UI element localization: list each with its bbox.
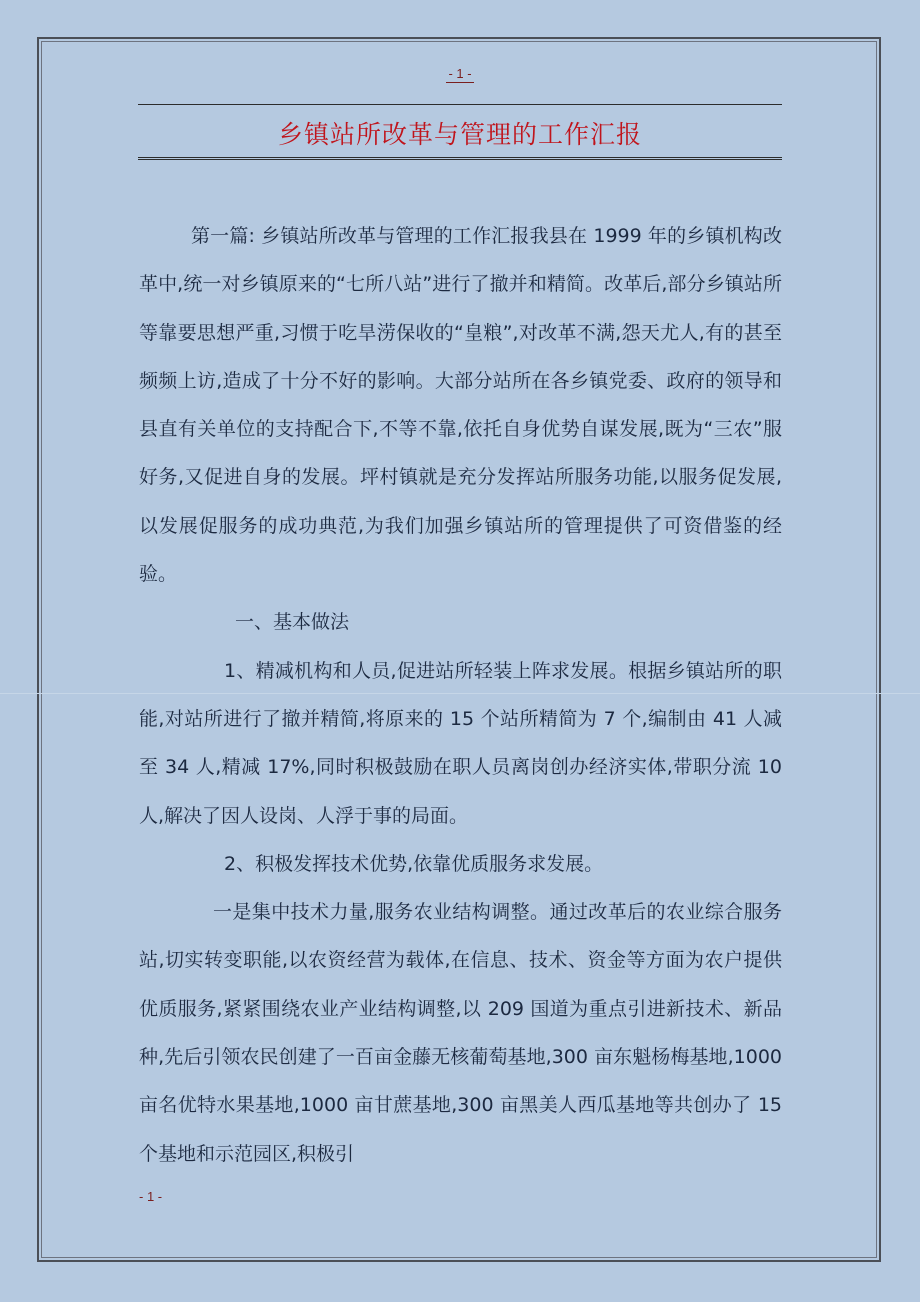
document-body bbox=[139, 212, 782, 1178]
title-rule-top bbox=[138, 104, 782, 105]
footer-page-number: - 1 - bbox=[139, 1189, 163, 1204]
body-paragraph: 1、精减机构和人员,促进站所轻装上阵求发展。根据乡镇站所的职能,对站所进行了撤并精简,将原来的 15 个站所精简为 7 个,编制由 41 人减至 34 人,精减 17%,同时积极鼓励在职人员离岗创办经济实体,带职分流 10 人,解决了因人设岗、人浮于事的局面。 bbox=[139, 659, 782, 827]
body-paragraph: 一是集中技术力量,服务农业结构调整。通过改革后的农业综合服务站,切实转变职能,以农资经营为载体,在信息、技术、资金等方面为农户提供优质服务,紧紧围绕农业产业结构调整,以 209 国道为重点引进新技术、新品种,先后引领农民创建了一百亩金藤无核葡萄基地,300 亩东魁杨梅基地,1000 亩名优特水果基地,1000 亩甘蔗基地,300 亩黑美人西瓜基地等共创办了 15 个基地和示范园区,积极引 bbox=[139, 901, 782, 1165]
subsection-heading: 2、积极发挥技术优势,依靠优质服务求发展。 bbox=[224, 852, 604, 875]
body-paragraph: 第一篇: 乡镇站所改革与管理的工作汇报我县在 1999 年的乡镇机构改革中,统一对乡镇原来的“七所八站”进行了撤并和精简。改革后,部分乡镇站所等靠要思想严重,习惯于吃旱涝保收的“皇粮”,对改革不满,怨天尤人,有的甚至频频上访,造成了十分不好的影响。大部分站所在各乡镇党委、政府的领导和县直有关单位的支持配合下,不等不靠,依托自身优势自谋发展,既为“三农”服好务,又促进自身的发展。坪村镇就是充分发挥站所服务功能,以服务促发展,以发展促服务的成功典范,为我们加强乡镇站所的管理提供了可资借鉴的经验。 bbox=[139, 225, 782, 586]
section-heading: 一、基本做法 bbox=[235, 611, 350, 634]
document-title: 乡镇站所改革与管理的工作汇报 bbox=[277, 120, 642, 149]
title-rule-bottom bbox=[138, 157, 782, 160]
header-page-number-text: - 1 - bbox=[448, 66, 472, 81]
header-page-number bbox=[0, 66, 920, 83]
